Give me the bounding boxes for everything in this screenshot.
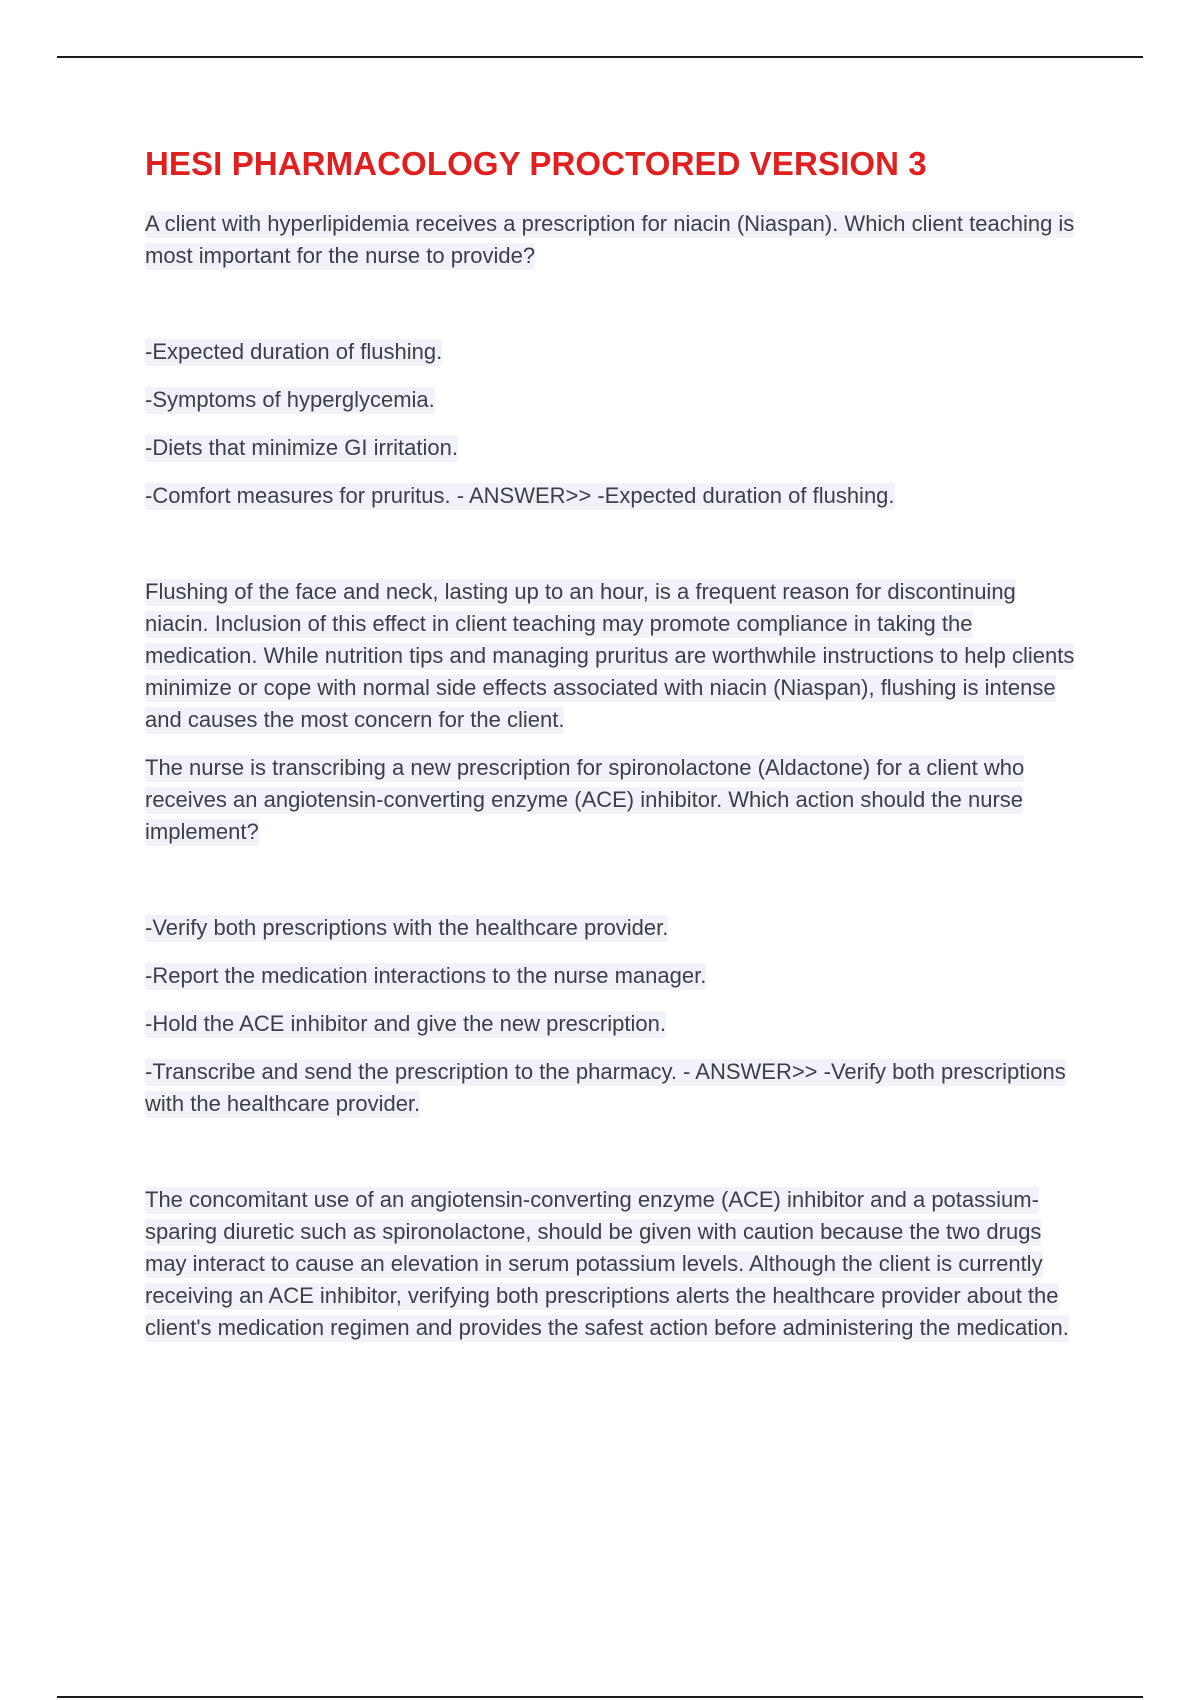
- question-2-option-1: -Verify both prescriptions with the healthcare provider.: [145, 915, 669, 940]
- question-2-option-2: -Report the medication interactions to the nurse manager.: [145, 963, 707, 988]
- question-1-rationale: Flushing of the face and neck, lasting up to an hour, is a frequent reason for discontinuing niacin. Inclusion of this effect in client teaching may promote compliance in taking the medication. While nutrition tips and managing pruritus are worthwhile instructions to help clients minimize or cope with normal side effects associated with niacin (Niaspan), flushing is intense and causes the most concern for the client.: [145, 579, 1075, 732]
- footer-rule: [57, 1696, 1143, 1698]
- question-1-option-3: -Diets that minimize GI irritation.: [145, 435, 458, 460]
- question-1-stem: A client with hyperlipidemia receives a prescription for niacin (Niaspan). Which client teaching is most important for the nurse to provide?: [145, 211, 1075, 268]
- question-2-rationale: The concomitant use of an angiotensin-converting enzyme (ACE) inhibitor and a potassium-sparing diuretic such as spironolactone, should be given with caution because the two drugs may interact to cause an elevation in serum potassium levels. Although the client is currently receiving an ACE inhibitor, verifying both prescriptions alerts the healthcare provider about the client's medication regimen and provides the safest action before administering the medication.: [145, 1187, 1069, 1340]
- question-2-option-4-answer: -Transcribe and send the prescription to the pharmacy. - ANSWER>> -Verify both prescriptions with the healthcare provider.: [145, 1059, 1066, 1116]
- question-2-option-3: -Hold the ACE inhibitor and give the new prescription.: [145, 1011, 666, 1036]
- document-body: [145, 142, 1075, 1344]
- document-title: HESI PHARMACOLOGY PROCTORED VERSION 3: [145, 145, 927, 182]
- question-2-text: [145, 752, 1075, 848]
- question-1-text: [145, 208, 1075, 272]
- question-1: [145, 208, 1075, 752]
- question-2: [145, 752, 1075, 1344]
- question-1-option-2: -Symptoms of hyperglycemia.: [145, 387, 435, 412]
- header-rule: [57, 56, 1143, 58]
- question-1-option-4-answer: -Comfort measures for pruritus. - ANSWER>> -Expected duration of flushing.: [145, 483, 895, 508]
- question-1-option-1: -Expected duration of flushing.: [145, 339, 443, 364]
- question-2-stem: The nurse is transcribing a new prescription for spironolactone (Aldactone) for a client who receives an angiotensin-converting enzyme (ACE) inhibitor. Which action should the nurse implement?: [145, 755, 1025, 844]
